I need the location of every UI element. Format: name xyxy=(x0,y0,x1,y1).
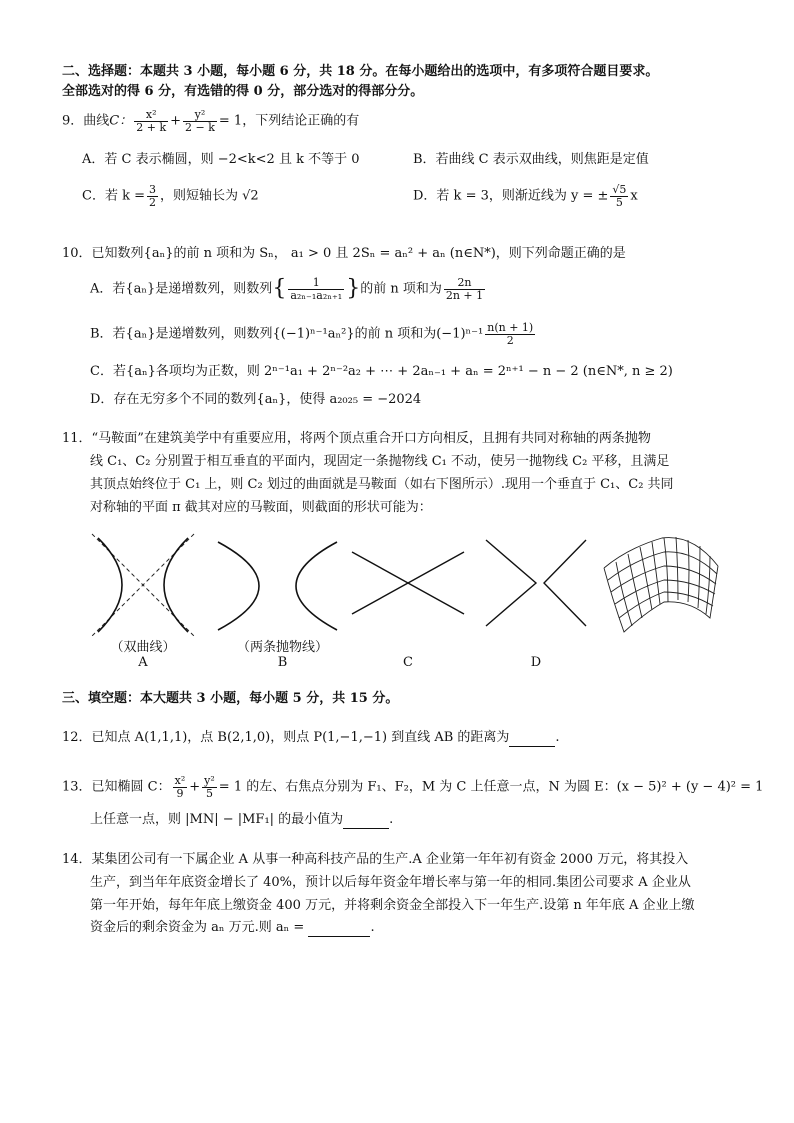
question-12: 12．已知点 A(1,1,1)，点 B(2,1,0)，则点 P(1,−1,−1) 到直线 AB 的距离为 . xyxy=(62,730,560,745)
question-9-stem: 9．曲线C： $\frac{\text{x²}}{2 + k}$ + $\frac{\text{y²}}{2 - k}$ = 1，下列结论正确的有 xyxy=(62,108,360,134)
q10-option-a-fraction: $\frac{1}{\text{a₂ₙ₋₁a₂ₙ₊₁}}$ xyxy=(290,276,343,302)
figure-a-description: （双曲线） xyxy=(110,640,176,655)
question-14-line1: 14．某集团公司有一下属企业 A 从事一种高科技产品的生产.A 企业第一年年初有资金 2000 万元，将其投入 xyxy=(62,852,689,867)
question-14-line3: 第一年开始，每年年底上缴资金 400 万元，并将剩余资金全部投入下一年生产.设第 n 年年底 A 企业上缴 xyxy=(90,898,695,913)
figure-a-hyperbola xyxy=(88,530,198,640)
figure-c-label: C xyxy=(403,655,413,670)
q9-option-d-fraction: $\frac{√5}{5}$ xyxy=(612,183,627,209)
q10-option-a: A．若{aₙ}是递增数列，则数列{ $\frac{1}{\text{a₂ₙ₋₁a₂ₙ₊₁}}$ }的前 n 项和为 $\frac{2n}{2n + 1}$ xyxy=(90,276,484,302)
q9-option-d: D．若 k = 3，则渐近线为 y = ± $\frac{√5}{5}$ x xyxy=(413,183,638,209)
figure-d-angle-lines xyxy=(482,536,590,630)
q10-option-c: C．若{aₙ}各项均为正数，则 2ⁿ⁻¹a₁ + 2ⁿ⁻²a₂ + ⋯ + 2aₙ₋₁ + aₙ = 2ⁿ⁺¹ − n − 2 (n∈N*, n ≥ 2) xyxy=(90,364,673,379)
section3-heading: 三、填空题：本大题共 3 小题，每小题 5 分，共 15 分。 xyxy=(62,691,399,706)
question-14-line4: 资金后的剩余资金为 aₙ 万元.则 aₙ = . xyxy=(90,920,375,935)
figure-b-two-parabolas xyxy=(210,538,345,634)
q9-curve-name: C： xyxy=(109,113,133,129)
q9-option-a: A．若 C 表示椭圆，则 −2<k<2 且 k 不等于 0 xyxy=(82,152,360,167)
figure-a-label: A xyxy=(138,655,148,670)
question-number: 9． xyxy=(62,113,84,129)
q9-option-c-fraction: $\frac{3}{2}$ xyxy=(148,183,156,209)
figure-b-description: （两条抛物线） xyxy=(236,640,328,655)
q9-fraction-1: $\frac{\text{x²}}{2 + k}$ xyxy=(136,108,167,134)
answer-blank[interactable] xyxy=(509,730,555,747)
q10-option-b: B．若{aₙ}是递增数列，则数列{(−1)ⁿ⁻¹aₙ²}的前 n 项和为(−1)ⁿ⁻¹ $\frac{n(n + 1)}{2}$ xyxy=(90,321,534,347)
q9-option-c: C．若 k = $\frac{3}{2}$ ，则短轴长为 √2 xyxy=(82,183,259,209)
q10-option-d: D．存在无穷多个不同的数列{aₙ}，使得 a₂₀₂₅ = −2024 xyxy=(90,392,422,407)
figure-d-label: D xyxy=(530,655,542,670)
question-11-line1: 11．“马鞍面”在建筑美学中有重要应用，将两个顶点重合开口方向相反，且拥有共同对称轴的两条抛物 xyxy=(62,431,651,446)
q9-stem-suffix: = 1，下列结论正确的有 xyxy=(218,113,360,129)
question-number: 10． xyxy=(62,246,92,261)
q13-fraction-2: $\frac{\text{y²}}{5}$ xyxy=(204,774,215,800)
answer-blank[interactable] xyxy=(343,812,389,829)
question-number: 12． xyxy=(62,730,92,745)
question-11-line2: 线 C₁、C₂ 分别置于相互垂直的平面内，现固定一条抛物线 C₁ 不动，使另一抛物线 C₂ 平移，且满足 xyxy=(90,454,670,469)
q9-option-b: B．若曲线 C 表示双曲线，则焦距是定值 xyxy=(413,152,649,167)
question-14-line2: 生产，到当年年底资金增长了 40%，预计以后每年资金年增长率与第一年的相同.集团公司要求 A 企业从 xyxy=(90,875,691,890)
q10-option-a-fraction-2: $\frac{2n}{2n + 1}$ xyxy=(445,276,484,302)
q9-stem-prefix: 曲线 xyxy=(83,113,110,129)
q13-fraction-1: $\frac{\text{x²}}{9}$ xyxy=(174,774,186,800)
q9-fraction-2: $\frac{\text{y²}}{2 - k}$ xyxy=(185,108,215,134)
section2-heading-line1: 二、选择题：本题共 3 小题，每小题 6 分，共 18 分。在每小题给出的选项中，有多项符合题目要求。 xyxy=(62,64,659,79)
question-13-line1: 13．已知椭圆 C： $\frac{\text{x²}}{9}$ + $\frac{\text{y²}}{5}$ = 1 的左、右焦点分别为 F₁、F₂，M 为 C 上任意一点，N 为圆 E：(x − 5)² + (y − 4)² = 1 xyxy=(62,774,764,800)
question-number: 13． xyxy=(62,779,92,795)
question-11-line4: 对称轴的平面 π 截其对应的马鞍面，则截面的形状可能为： xyxy=(90,500,432,515)
q10-option-b-fraction: $\frac{n(n + 1)}{2}$ xyxy=(487,321,534,347)
question-13-line2: 上任意一点，则 |MN| − |MF₁| 的最小值为 . xyxy=(90,812,394,827)
answer-blank[interactable] xyxy=(308,920,370,937)
question-11-line3: 其顶点始终位于 C₁ 上，则 C₂ 划过的曲面就是马鞍面（如右下图所示）.现用一个垂直于 C₁、C₂ 共同 xyxy=(90,477,674,492)
figure-c-crossing-lines xyxy=(350,548,466,618)
question-10-stem: 10．已知数列{aₙ}的前 n 项和为 Sₙ， a₁ > 0 且 2Sₙ = aₙ² + aₙ (n∈N*)，则下列命题正确的是 xyxy=(62,246,626,261)
question-number: 11． xyxy=(62,431,92,446)
figure-b-label: B xyxy=(277,655,288,670)
saddle-surface-figure xyxy=(598,528,724,644)
question-number: 14． xyxy=(62,852,92,867)
section2-heading-line2: 全部选对的得 6 分，有选错的得 0 分，部分选对的得部分分。 xyxy=(62,84,424,99)
